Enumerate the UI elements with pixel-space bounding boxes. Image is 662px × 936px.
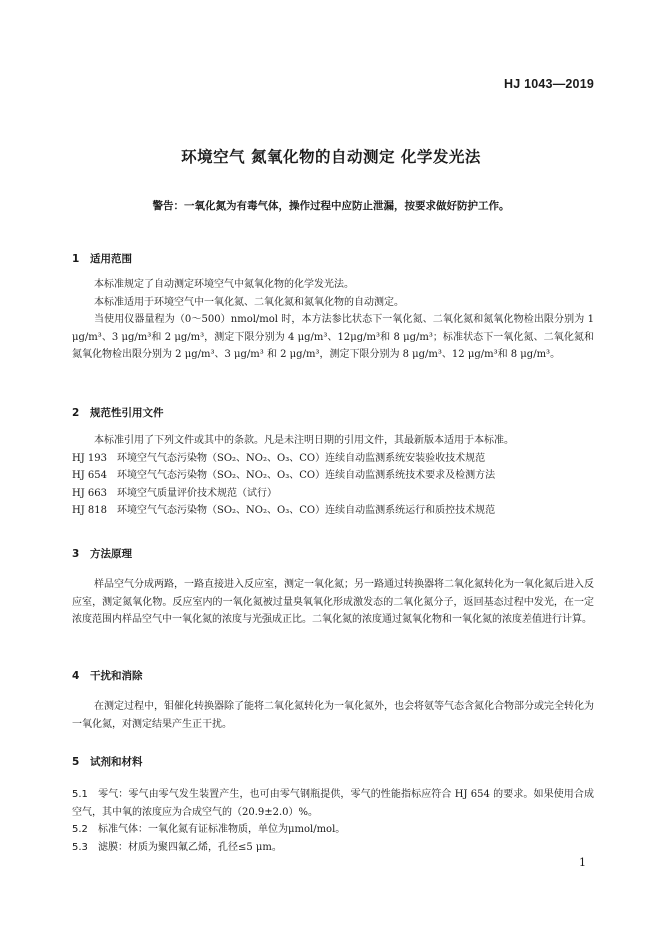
clause-item — [72, 786, 594, 821]
section-number: 5 — [72, 756, 80, 768]
reference-code: HJ 193 — [72, 452, 107, 464]
section-body-principle — [72, 576, 594, 629]
section-number: 2 — [72, 407, 80, 419]
reference-title: 环境空气气态污染物（SO₂、NO₂、O₃、CO）连续自动监测系统运行和质控技术规范 — [117, 505, 496, 516]
section-title: 试剂和材料 — [90, 756, 143, 768]
clause-number: 5.1 — [72, 789, 88, 800]
section-body-reagents — [72, 786, 594, 856]
paragraph: 当使用仪器量程为（0～500）nmol/mol 时，本方法参比状态下一氧化氮、二氧化氮和氮氧化物检出限分别为 1 μg/m³、3 μg/m³和 2 μg/m³，测定下限分别为 4 μg/m³、12μg/m³和 8 μg/m³；标准状态下一氧化氮、二氧化氮和氮氧化物检出限分别为 2 μg/m³、3 μg/m³ 和 2 μg/m³，测定下限分别为 8 μg/m³、12 μg/m³和 8 μg/m³。 — [72, 314, 594, 360]
page-number: 1 — [579, 856, 586, 869]
reference-title: 环境空气质量评价技术规范（试行） — [117, 487, 277, 499]
section-number: 1 — [72, 253, 80, 265]
section-title: 适用范围 — [90, 253, 132, 265]
reference-code: HJ 663 — [72, 487, 107, 499]
section-body-interference — [72, 698, 594, 733]
paragraph: 样品空气分成两路，一路直接进入反应室，测定一氧化氮；另一路通过转换器将二氧化氮转化为一氧化氮后进入反应室，测定氮氧化物。反应室内的一氧化氮被过量臭氧氧化形成激发态的二氧化氮分子，返回基态过程中发光，在一定浓度范围内样品空气中一氧化氮的浓度与光强成正比。二氧化氮的浓度通过氮氧化物和一氧化氮的浓度差值进行计算。 — [72, 579, 594, 625]
reference-item — [72, 502, 594, 520]
reference-title: 环境空气气态污染物（SO₂、NO₂、O₃、CO）连续自动监测系统安装验收技术规范 — [117, 452, 486, 464]
clause-item — [72, 839, 594, 857]
clause-text: 滤膜：材质为聚四氟乙烯，孔径≤5 μm。 — [98, 841, 282, 853]
document-title: 环境空气 氮氧化物的自动测定 化学发光法 — [181, 148, 481, 166]
clause-text: 零气：零气由零气发生装置产生，也可由零气钢瓶提供，零气的性能指标应符合 HJ 654 的要求。如果使用合成空气，其中氧的浓度应为合成空气的（20.9±2.0）%。 — [72, 789, 594, 818]
clause-item — [72, 821, 594, 839]
reference-code: HJ 654 — [72, 470, 107, 481]
section-body-normative — [72, 432, 594, 520]
section-body-scope — [72, 276, 594, 364]
paragraph: 本标准引用了下列文件或其中的条款。凡是未注明日期的引用文件，其最新版本适用于本标准。 — [94, 435, 514, 446]
paragraph: 本标准规定了自动测定环境空气中氮氧化物的化学发光法。 — [94, 279, 354, 290]
paragraph: 本标准适用于环境空气中一氧化氮、二氧化氮和氮氧化物的自动测定。 — [94, 296, 404, 308]
section-title: 规范性引用文件 — [90, 407, 164, 419]
reference-item — [72, 450, 594, 468]
section-heading-reagents — [72, 754, 143, 769]
section-heading-principle — [72, 546, 132, 561]
clause-text: 标准气体：一氧化氮有证标准物质，单位为μmol/mol。 — [98, 824, 346, 835]
section-heading-scope — [72, 251, 132, 266]
section-heading-interference — [72, 668, 143, 683]
standard-code: HJ 1043—2019 — [504, 77, 594, 91]
warning-notice: 警告：一氧化氮为有毒气体，操作过程中应防止泄漏，按要求做好防护工作。 — [152, 200, 510, 212]
reference-item — [72, 485, 594, 503]
section-number: 4 — [72, 670, 80, 682]
section-title: 方法原理 — [90, 548, 132, 560]
reference-code: HJ 818 — [72, 505, 107, 516]
clause-number: 5.2 — [72, 824, 88, 835]
section-number: 3 — [72, 548, 80, 560]
section-title: 干扰和消除 — [90, 670, 143, 682]
reference-item — [72, 467, 594, 485]
section-heading-normative — [72, 405, 164, 420]
paragraph: 在测定过程中，钼催化转换器除了能将二氧化氮转化为一氧化氮外，也会将氨等气态含氮化合物部分或完全转化为一氧化氮，对测定结果产生正干扰。 — [72, 701, 594, 730]
reference-title: 环境空气气态污染物（SO₂、NO₂、O₃、CO）连续自动监测系统技术要求及检测方法 — [117, 470, 496, 481]
clause-number: 5.3 — [72, 841, 88, 853]
